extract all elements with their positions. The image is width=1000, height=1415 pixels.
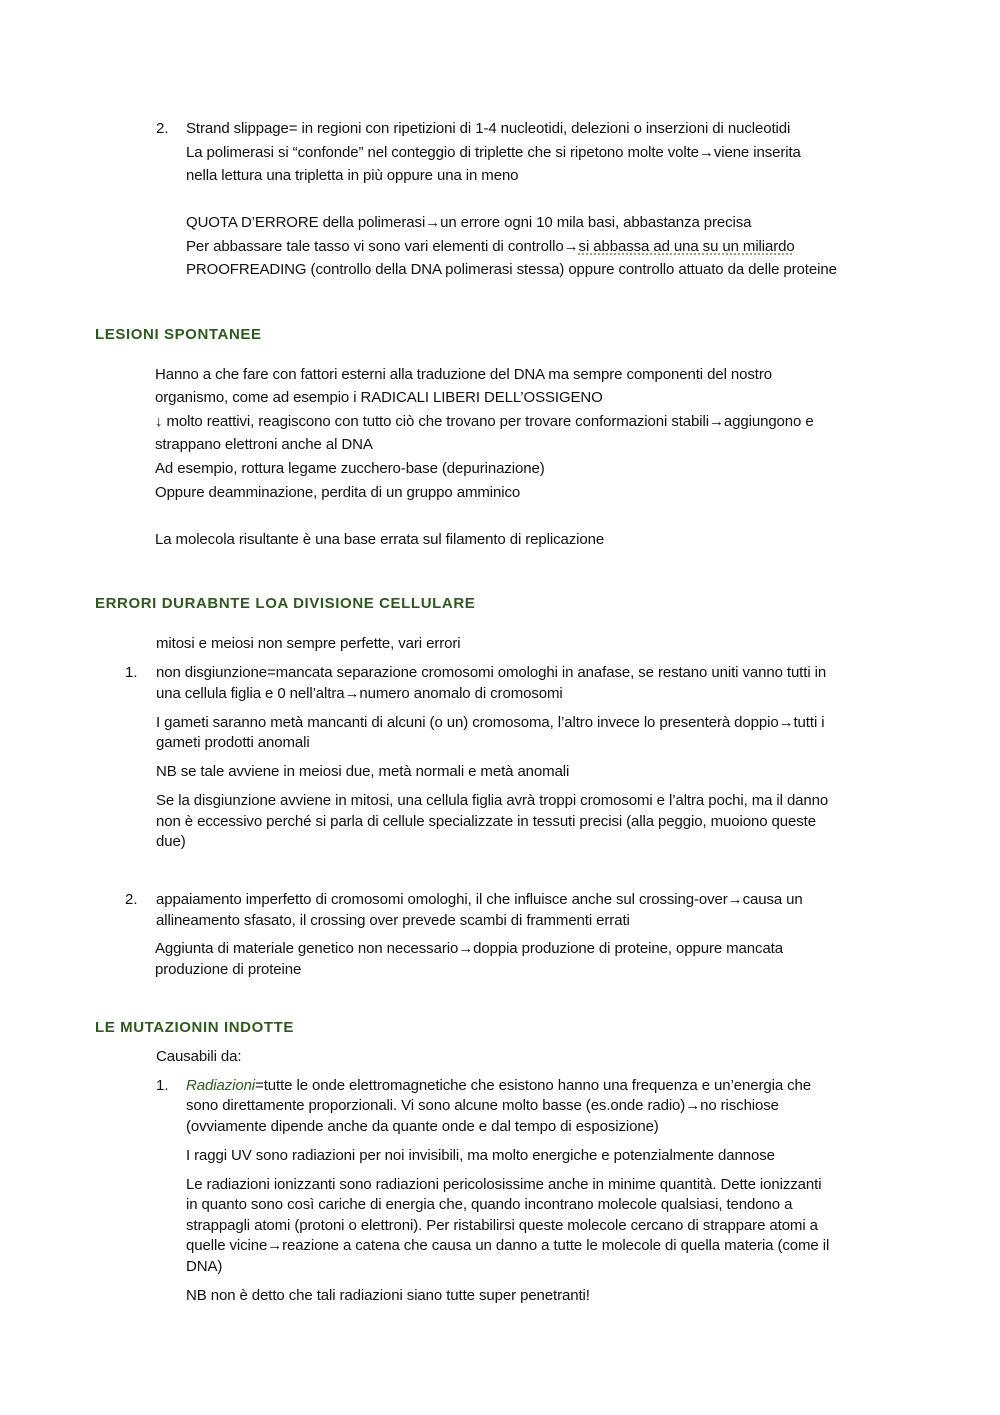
text-line: appaiamento imperfetto di cromosomi omologhi, il che influisce anche sul crossing-over→causa un <box>156 891 803 908</box>
text-line: produzione di proteine <box>155 961 302 978</box>
text-line: Aggiunta di materiale genetico non necessario→doppia produzione di proteine, oppure mancata <box>155 940 783 957</box>
text-segment-underlined: si abbassa ad una su un miliardo <box>578 238 795 255</box>
text-line: quelle vicine→reazione a catena che causa un danno a tutte le molecole di quella materia (come il <box>186 1237 830 1254</box>
text-line: organismo, come ad esempio i RADICALI LIBERI DELL’OSSIGENO <box>155 389 603 406</box>
text-line: gameti prodotti anomali <box>156 734 310 751</box>
text-line: non disgiunzione=mancata separazione cromosomi omologhi in anafase, se restano uniti vanno tutti in <box>156 664 827 681</box>
text-line: Hanno a che fare con fattori esterni alla traduzione del DNA ma sempre componenti del nostro <box>155 366 772 383</box>
italic-term: Radiazioni <box>186 1077 256 1094</box>
text-line: ↓ molto reattivi, reagiscono con tutto ciò che trovano per trovare conformazioni stabili→aggiungono e <box>155 413 814 430</box>
text-line: Causabili da: <box>156 1048 242 1065</box>
text-line: mitosi e meiosi non sempre perfette, vari errori <box>156 635 461 652</box>
text-line: I raggi UV sono radiazioni per noi invisibili, ma molto energiche e potenzialmente dannose <box>186 1147 775 1164</box>
list-number: 1. <box>125 664 138 681</box>
text-line: Se la disgiunzione avviene in mitosi, una cellula figlia avrà troppi cromosomi e l’altra pochi, ma il danno <box>156 792 829 809</box>
text-line: La molecola risultante è una base errata sul filamento di replicazione <box>155 531 605 548</box>
text-line <box>186 237 795 258</box>
text-line: NB non è detto che tali radiazioni siano tutte super penetranti! <box>186 1287 590 1304</box>
text-line: Ad esempio, rottura legame zucchero-base (depurinazione) <box>155 460 545 477</box>
text-line: DNA) <box>186 1258 223 1275</box>
section-heading: ERRORI DURABNTE LOA DIVISIONE CELLULARE <box>95 595 476 612</box>
section-heading: LE MUTAZIONIN INDOTTE <box>95 1019 294 1036</box>
list-number: 1. <box>156 1077 169 1094</box>
text-line: (ovviamente dipende anche da quante onde e dal tempo di esposizione) <box>186 1118 659 1135</box>
text-line: La polimerasi si “confonde” nel conteggio di triplette che si ripetono molte volte→viene inserita <box>186 144 801 161</box>
text-line: in quanto sono così cariche di energia che, quando incontrano molecole qualsiasi, tendono a <box>186 1196 793 1213</box>
text-segment: =tutte le onde elettromagnetiche che esistono hanno una frequenza e un’energia che <box>255 1077 812 1094</box>
text-line: I gameti saranno metà mancanti di alcuni (o un) cromosoma, l’altro invece lo presenterà doppio→tutti i <box>156 714 825 731</box>
text-line: nella lettura una tripletta in più oppure una in meno <box>186 167 519 184</box>
list-number: 2. <box>156 120 169 137</box>
text-line: allineamento sfasato, il crossing over prevede scambi di frammenti errati <box>156 912 630 929</box>
text-line: QUOTA D’ERRORE della polimerasi→un errore ogni 10 mila basi, abbastanza precisa <box>186 214 752 231</box>
text-line: due) <box>156 833 186 850</box>
text-line: strappagli atomi (protoni o elettroni). Per ristabilirsi queste molecole cercano di strappare atomi a <box>186 1217 818 1234</box>
text-line: strappano elettroni anche al DNA <box>155 436 373 453</box>
text-line <box>186 1076 811 1097</box>
text-line: una cellula figlia e 0 nell’altra→numero anomalo di cromosomi <box>156 685 563 702</box>
text-segment: Per abbassare tale tasso vi sono vari elementi di controllo→ <box>186 238 579 255</box>
text-line: Oppure deamminazione, perdita di un gruppo amminico <box>155 484 521 501</box>
text-line: sono direttamente proporzionali. Vi sono alcune molto basse (es.onde radio)→no rischiose <box>186 1097 779 1114</box>
text-line: Strand slippage= in regioni con ripetizioni di 1-4 nucleotidi, delezioni o inserzioni di nucleotidi <box>186 120 791 137</box>
list-number: 2. <box>125 891 138 908</box>
text-line: Le radiazioni ionizzanti sono radiazioni pericolosissime anche in minime quantità. Dette ionizzanti <box>186 1176 822 1193</box>
text-line: non è eccessivo perché si parla di cellule specializzate in tessuti precisi (alla peggio, muoiono queste <box>156 813 816 830</box>
text-line: NB se tale avviene in meiosi due, metà normali e metà anomali <box>156 763 570 780</box>
section-heading: LESIONI SPONTANEE <box>95 326 262 343</box>
text-line: PROOFREADING (controllo della DNA polimerasi stessa) oppure controllo attuato da delle proteine <box>186 261 837 278</box>
